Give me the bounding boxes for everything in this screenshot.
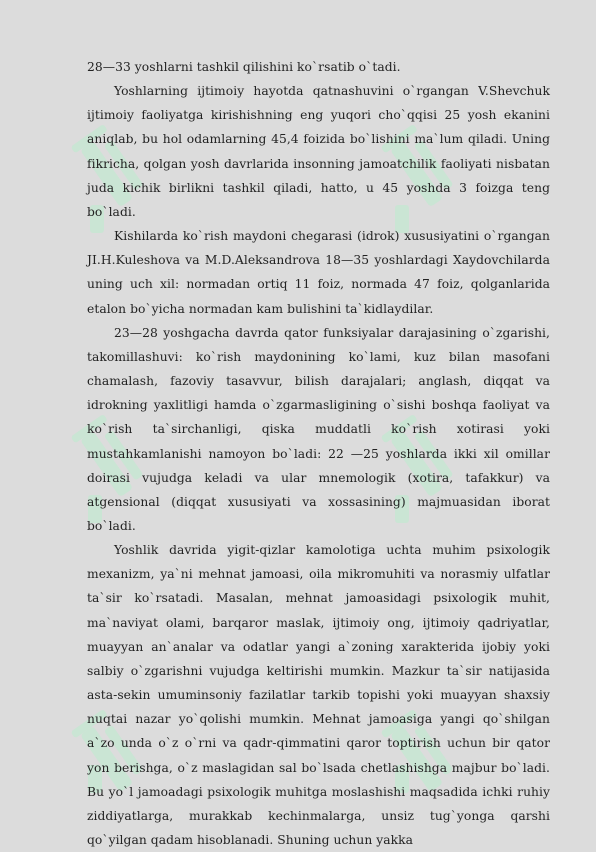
- paragraph-5: Yoshlik davrida yigit-qizlar kamolotiga uchta muhim psixologik mexanizm, ya`ni mehnat jamoasi, oila mikromuhiti va norasmiy ulfatlar ta`sir ko`rsatadi. Masalan, mehnat jamoasidagi psixologik muhit, ma`naviyat olami, barqaror maslak, ijtimoiy ong, ijtimoiy qadriyatlar, muayyan an`analar va odatlar yangi a`zoning xarakterida ijobiy yoki salbiy o`zgarishni vujudga keltirishi mumkin. Mazkur ta`sir natijasida asta-sekin umuminsoniy fazilatlar tarkib topishi yoki muayyan shaxsiy nuqtai nazar yo`qolishi mumkin. Mehnat jamoasiga yangi qo`shilgan a`zo unda o`z o`rni va qadr-qimmatini qaror toptirish uchun bir qator yon berishga, o`z maslagidan sal bo`lsada chetlashishga majbur bo`ladi. Bu yo`l jamoadagi psixologik muhitga moslashishi maqsadida ichki ruhiy ziddiyatlarga, murakkab kechinmalarga, unsiz tug`yonga qarshi qo`yilgan qadam hisoblanadi. Shuning uchun yakka: [87, 543, 550, 847]
- paragraph-4: 23—28 yoshgacha davrda qator funksiyalar darajasining o`zgarishi, takomillashuvi: ko`rish maydonining ko`lami, kuz bilan masofani chamalash, fazoviy tasavvur, bilish darajalari; anglash, diqqat va idrokning yaxlitligi hamda o`zgarmasligining o`sishi boshqa faoliyat va ko`rish ta`sirchanligi, qiska muddatli ko`rish xotirasi yoki mustahkamlanishi namoyon bo`ladi: 22 —25 yoshlarda ikki xil omillar doirasi vujudga keladi va ular mnemologik (xotira, tafakkur) va atgensional (diqqat xususiyati va xossasining) majmuasidan iborat bo`ladi.: [87, 325, 550, 533]
- document-body: [87, 55, 550, 852]
- paragraph-3: Kishilarda ko`rish maydoni chegarasi (idrok) xususiyatini o`rgangan JI.H.Kuleshova va M.D.Aleksandrova 18—35 yoshlardagi Xaydovchilarda uning uch xil: normadan ortiq 11 foiz, normada 47 foiz, qolganlarida etalon bo`yicha normadan kam bulishini ta`kidlaydilar.: [87, 229, 550, 316]
- paragraph-1: 28—33 yoshlarni tashkil qilishini ko`rsatib o`tadi.: [87, 60, 401, 74]
- paragraph-2: Yoshlarning ijtimoiy hayotda qatnashuvini o`rgangan V.Shevchuk ijtimoiy faoliyatga kirishishning eng yuqori cho`qqisi 25 yosh ekanini aniqlab, bu hol odamlarning 45,4 foizida bo`lishini ma`lum qiladi. Uning fikricha, qolgan yosh davrlarida insonning jamoatchilik faoliyati nisbatan juda kichik birlikni tashkil qiladi, hatto, u 45 yoshda 3 foizga teng bo`ladi.: [87, 84, 550, 219]
